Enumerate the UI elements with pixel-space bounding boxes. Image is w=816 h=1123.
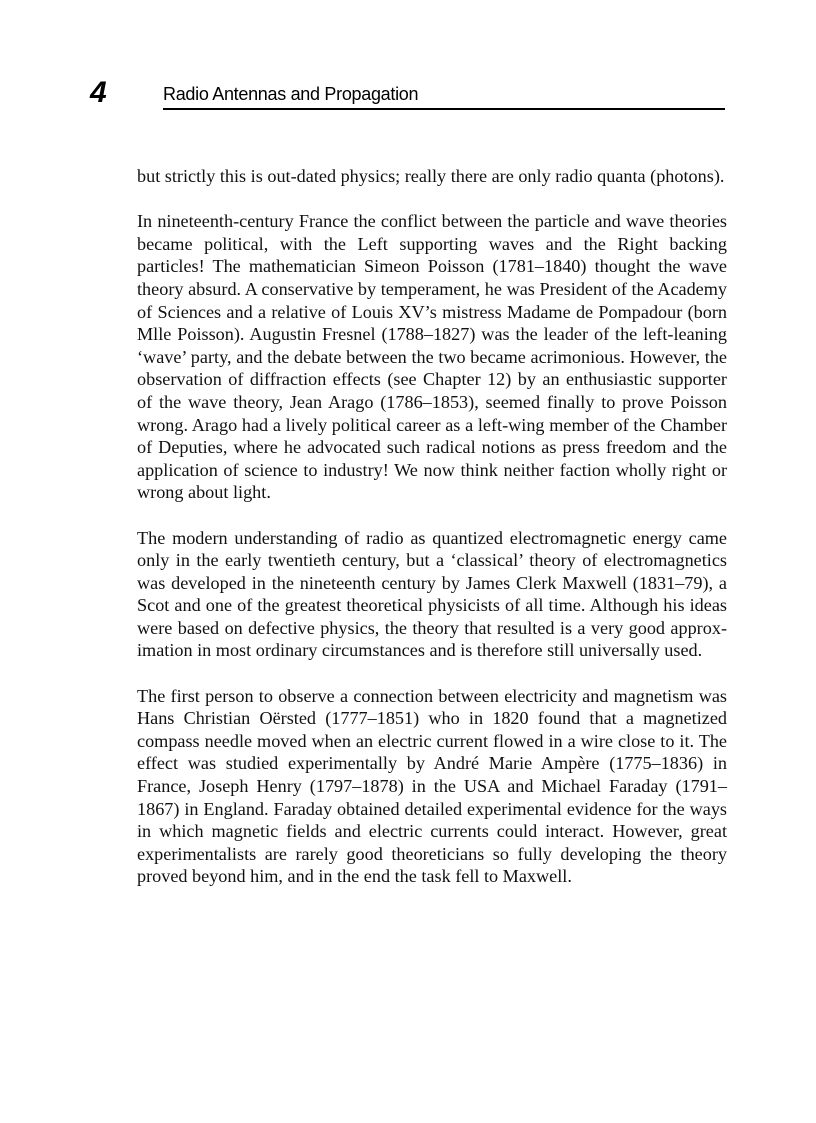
page-number: 4 (90, 76, 107, 109)
body-text (137, 165, 727, 911)
running-head-title: Radio Antennas and Propagation (163, 84, 419, 104)
paragraph: In nineteenth-century France the conflict between the particle and wave theories became political, with the Left supporting waves and the Right backing particles! The mathematician Simeon Poisson (1781–1840) thought the wave theory absurd. A conservative by temperament, he was President of the Academy of Sciences and a relative of Louis XV’s mistress Madame de Pompadour (born Mlle Poisson). Augustin Fresnel (1788–1827) was the leader of the left-leaning ‘wave’ party, and the debate between the two became acrimonious. However, the observation of diffraction effects (see Chapter 12) by an enthusiastic supporter of the wave theory, Jean Arago (1786–1853), seemed finally to prove Poisson wrong. Arago had a lively political career as a left-wing member of the Chamber of Deputies, where he advocated such radical notions as press freedom and the application of science to industry! We now think neither faction wholly right or wrong about light. (137, 211, 727, 503)
header-rule (163, 108, 725, 110)
paragraph: The modern understanding of radio as quantized electromagnetic energy came only in the early twentieth century, but a ‘classical’ theory of electromagnetics was developed in the nineteenth century by James Clerk Maxwell (1831–79), a Scot and one of the greatest theoretical physicists of all time. Although his ideas were based on defective physics, the theory that resulted is a very good approximation in most ordinary circumstances and is therefore still universally used. (137, 527, 727, 661)
paragraph: but strictly this is out-dated physics; really there are only radio quanta (photons). (137, 166, 725, 186)
paragraph: The first person to observe a connection between electricity and magnetism was Hans Christian Oërsted (1777–1851) who in 1820 found that a magnetized compass needle moved when an electric current flowed in a wire close to it. The effect was studied experimentally by André Marie Ampère (1775–1836) in France, Joseph Henry (1797–1878) in the USA and Michael Faraday (1791–1867) in England. Faraday obtained detailed experimental evidence for the ways in which magnetic fields and electric currents could interact. However, great experimentalists are rarely good theoreticians so fully developing the theory proved beyond him, and in the end the task fell to Maxwell. (137, 685, 727, 887)
